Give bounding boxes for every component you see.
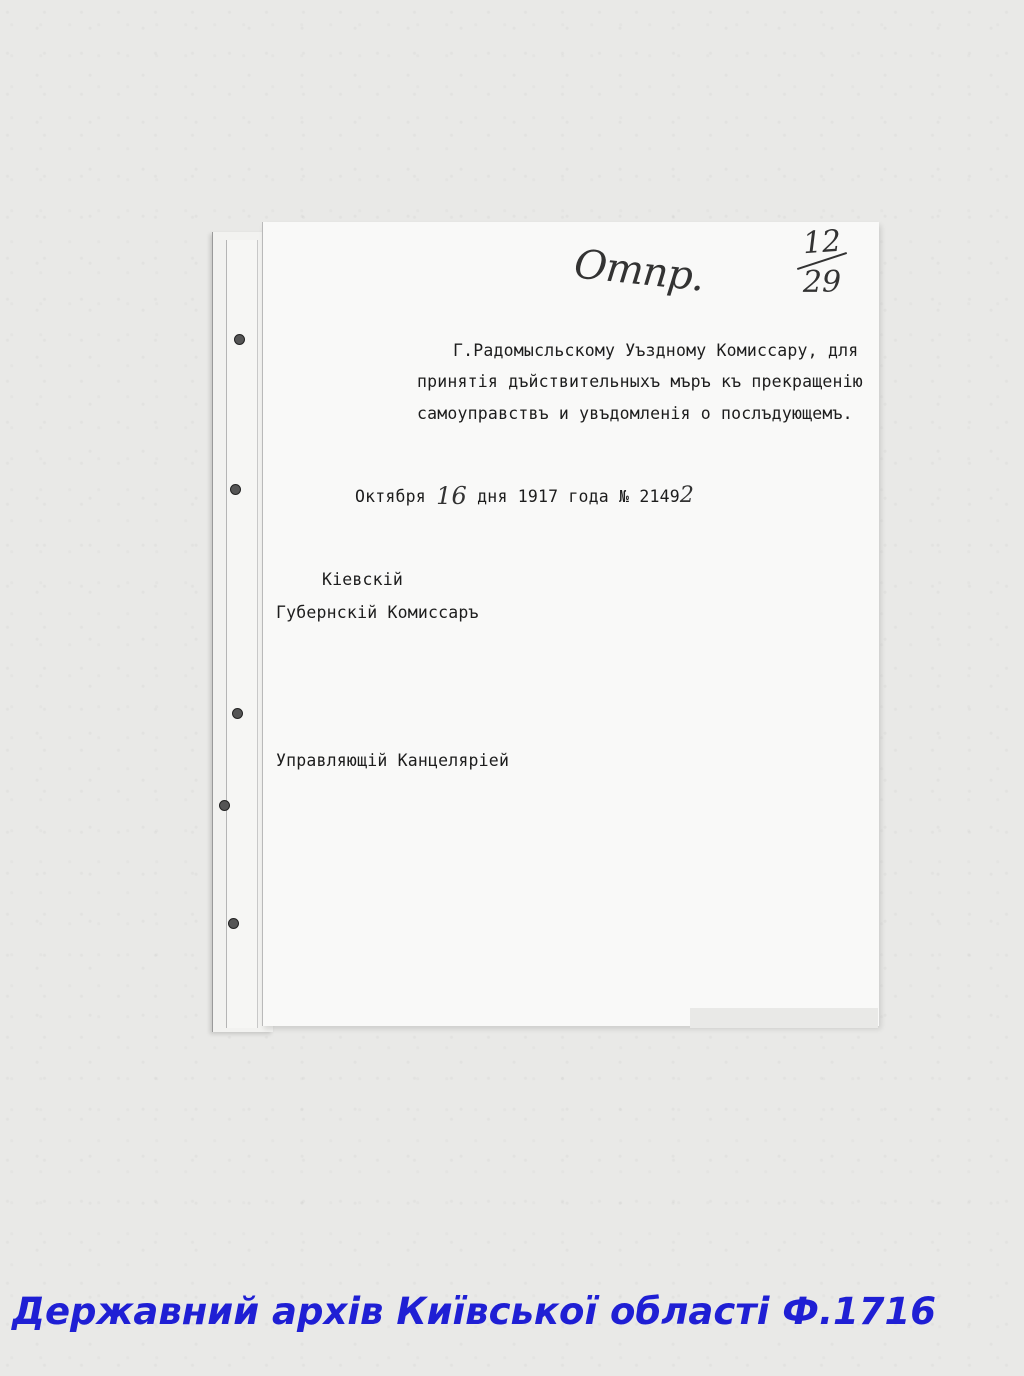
handwritten-mark: Отпр. (571, 241, 706, 301)
archive-caption: Державний архів Київської області Ф.1716 (12, 1290, 937, 1333)
folio-top: 12 (801, 223, 843, 262)
address-line-3: самоуправствъ и увъдомленія о послъдующемъ. (417, 404, 853, 423)
date-month: Октября (355, 487, 426, 506)
folio-bottom: 29 (802, 265, 842, 300)
binding-hole (230, 484, 241, 495)
page-torn-corner (690, 1008, 878, 1028)
binding-hole (232, 708, 243, 719)
folio-number (792, 223, 852, 300)
address-line-1: Г.Радомысльскому Уъздному Комиссару, для (453, 341, 859, 360)
binding-hole (234, 334, 245, 345)
signature-line-1: Кіевскій (322, 570, 404, 589)
binding-hole (228, 918, 239, 929)
date-middle: дня 1917 года № (477, 487, 630, 506)
number-correction: 2 (679, 483, 695, 508)
document-number: 2149 (639, 487, 680, 506)
address-line-2: принятія дъйствительныхъ мъръ къ прекращенію (417, 372, 863, 391)
signature-line-2: Губернскій Комиссаръ (276, 603, 479, 622)
date-line (355, 480, 694, 508)
signature-line-3: Управляющій Канцеляріей (276, 751, 510, 770)
backing-sheet-inner (226, 240, 258, 1028)
date-day: 16 (436, 482, 468, 510)
binding-hole (219, 800, 230, 811)
